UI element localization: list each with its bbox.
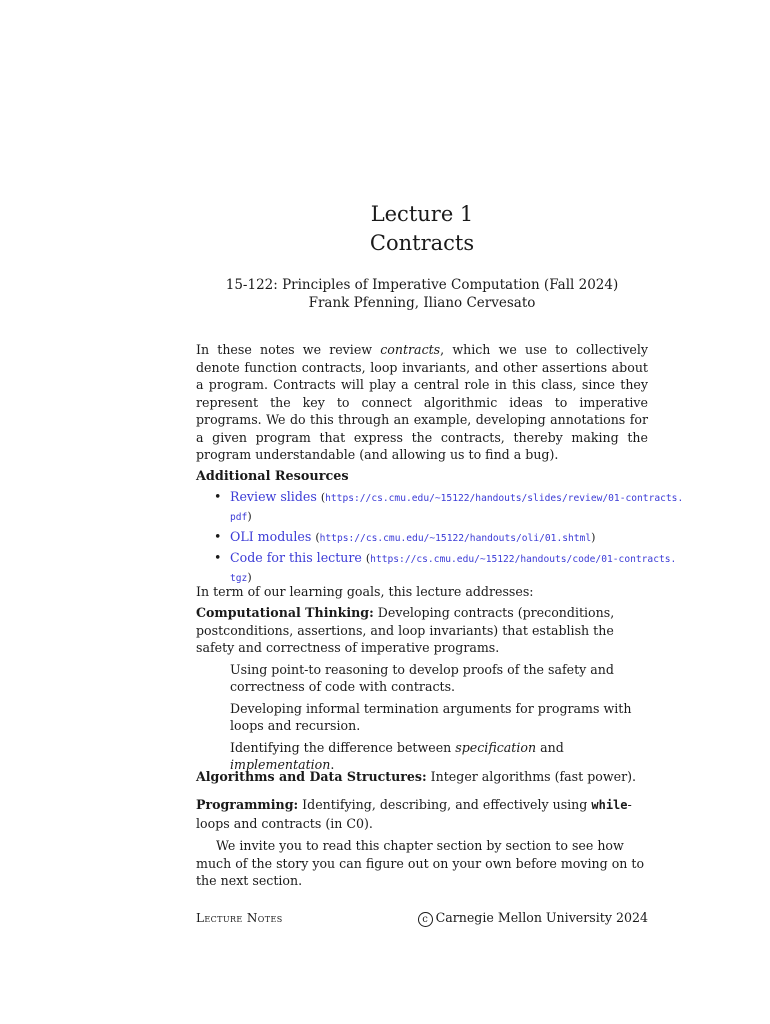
lecture-title: Contracts: [369, 231, 475, 255]
list-item: • Code for this lecture (https://cs.cmu.edu/~15122/handouts/code/01-contracts. tgz): [214, 550, 677, 584]
lecture-number: Lecture 1: [370, 202, 474, 226]
goal-label: Computational Thinking:: [196, 605, 374, 620]
resources-heading: Additional Resources: [196, 469, 349, 484]
lecture-code-link[interactable]: Code for this lecture: [230, 550, 362, 565]
review-slides-link[interactable]: Review slides: [230, 489, 317, 504]
goal-label: Algorithms and Data Structures:: [196, 769, 427, 784]
closing-paragraph: We invite you to read this chapter section by section to see how much of the story you can figure out on your own before moving on to the next section.: [196, 838, 645, 888]
list-item: • Review slides (https://cs.cmu.edu/~15122/handouts/slides/review/01-contracts. pdf): [214, 489, 684, 523]
goal-label: Programming:: [196, 797, 299, 812]
abstract-after: , which we use to collectively denote function contracts, loop invariants, and other assertions about a program. Contracts will play a central role in this class, since they represent the key to connect algorithmic ideas to imperative programs. We do this through an example, developing annotations for a given program that express the contracts, thereby making the program understandable (and allowing us to find a bug).: [196, 342, 648, 462]
resources-list: [214, 488, 734, 589]
goal-text: Using point-to reasoning to develop proofs of the safety and correctness of code with contracts.: [230, 661, 614, 694]
goal-text: Developing informal termination arguments for programs with loops and recursion.: [230, 700, 632, 733]
bullet-icon: •: [214, 489, 222, 504]
lecture-code-url[interactable]: https://cs.cmu.edu/~15122/handouts/code/01-contracts.: [370, 554, 677, 565]
review-slides-url[interactable]: https://cs.cmu.edu/~15122/handouts/slides/review/01-contracts.: [325, 493, 684, 504]
goal-programming: Programming: Identifying, describing, and effectively using while-loops and contracts (in C0).: [196, 797, 632, 831]
oli-modules-link[interactable]: OLI modules: [230, 529, 312, 544]
goal-algorithms: [196, 768, 648, 786]
lecture-code-url-cont[interactable]: tgz: [230, 573, 248, 584]
list-item: • OLI modules (https://cs.cmu.edu/~15122/handouts/oli/01.shtml): [214, 529, 596, 544]
abstract-emphasis: contracts: [380, 342, 441, 357]
while-keyword: while: [591, 798, 628, 812]
abstract-paragraph: [196, 341, 648, 464]
goals-intro: In term of our learning goals, this lecture addresses:: [196, 584, 534, 599]
footer-copyright: c Carnegie Mellon University 2024: [410, 910, 648, 927]
oli-modules-url[interactable]: https://cs.cmu.edu/~15122/handouts/oli/01.shtml: [319, 533, 592, 544]
bullet-icon: •: [214, 550, 222, 565]
review-slides-url-cont[interactable]: pdf: [230, 512, 248, 523]
goal-text-spec-impl: Identifying the difference between specification and implementation.: [230, 739, 564, 772]
course-line: 15-122: Principles of Imperative Computation (Fall 2024): [225, 277, 619, 293]
footer-lecture-notes: Lecture Notes: [196, 911, 283, 925]
goal-computational-thinking: [196, 604, 648, 778]
abstract-before: In these notes we review: [196, 342, 381, 357]
bullet-icon: •: [214, 529, 222, 544]
goal-text: Developing contracts (preconditions, postconditions, assertions, and loop invariants) that establish the safety and correctness of imperative programs.: [196, 605, 615, 655]
authors-line: Frank Pfenning, Iliano Cervesato: [308, 295, 536, 311]
copyright-icon: c: [418, 912, 433, 927]
goal-text: Integer algorithms (fast power).: [430, 769, 637, 784]
